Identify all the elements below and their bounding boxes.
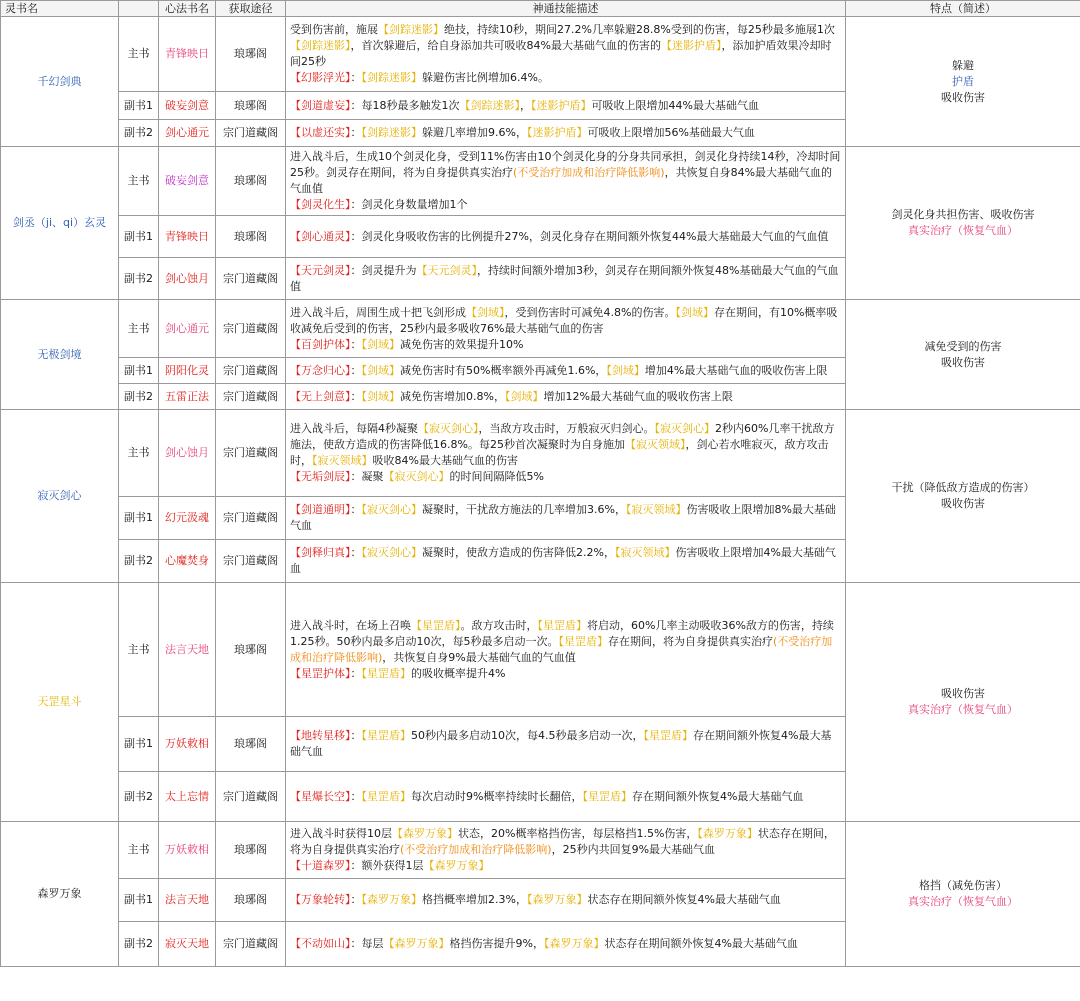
method-name: 五雷正法 xyxy=(159,384,216,410)
desc-text: 进入战斗后，每隔4秒凝聚 xyxy=(290,422,418,435)
desc-text: ： xyxy=(350,893,362,906)
desc-text: ：剑灵化身数量增加1个 xyxy=(350,198,468,211)
desc-text: ：凝聚 xyxy=(350,470,384,483)
desc-text: ，剑心若水唯寂灭，敌方攻击时， xyxy=(290,438,829,467)
desc-text: 将启动，60%几率主动吸收36%敌方的伤害，持续1.25秒。50秒内最多启动10次，每5秒最多启动一次。 xyxy=(290,618,834,648)
desc-text: 状态存在期间额外恢复4%最大基础气血 xyxy=(587,893,781,906)
desc-text: 格挡概率增加2.3%， xyxy=(422,893,527,906)
effect-tag: 【剑踪迷影】 xyxy=(459,98,520,112)
source: 宗门道藏阁 xyxy=(216,410,286,497)
desc-text: ，共恢复自身9%最大基础气血的气血值 xyxy=(382,650,576,664)
desc-text: ： xyxy=(350,389,362,403)
skill-name: 【剑道虚妄】 xyxy=(290,98,351,112)
desc-text: 的吸收概率提升4% xyxy=(411,666,506,680)
skill-description xyxy=(286,120,846,147)
feature-line: 真实治疗（恢复气血） xyxy=(908,895,1018,908)
source: 琅琊阁 xyxy=(216,17,286,92)
book-role: 副书2 xyxy=(119,258,159,300)
effect-tag: 【寂灭剑心】 xyxy=(383,470,450,483)
effect-tag: 【寂灭领域】 xyxy=(625,503,687,516)
skill-description xyxy=(286,717,846,772)
book-role: 主书 xyxy=(119,822,159,879)
desc-text: 格挡伤害提升9%， xyxy=(449,937,544,950)
table-row xyxy=(1,583,1080,717)
book-role: 副书1 xyxy=(119,717,159,772)
skill-description xyxy=(286,540,846,583)
desc-text: ：额外获得1层 xyxy=(350,859,424,872)
desc-text: 躲避伤害比例增加6.4%。 xyxy=(422,71,549,84)
skill-description xyxy=(286,822,846,879)
desc-text: 存在期间额外恢复4%最大基础气血 xyxy=(290,729,832,758)
desc-text: ： xyxy=(350,789,362,803)
desc-text: ：剑灵化身吸收伤害的比例提升27%，剑灵化身存在期间额外恢复44%最大基础最大气血的气血值 xyxy=(350,229,829,243)
header-method-name: 心法书名 xyxy=(159,1,216,17)
desc-text: 进入战斗时，在场上召唤 xyxy=(290,618,411,632)
effect-tag: 【星罡盾】 xyxy=(361,789,411,803)
book-name: 寂灭剑心 xyxy=(1,410,119,583)
feature-summary xyxy=(846,147,1080,300)
effect-tag: 【星罡盾】 xyxy=(643,729,693,742)
book-name: 天罡星斗 xyxy=(1,583,119,822)
method-name: 法言天地 xyxy=(159,879,216,922)
desc-text: ，持续时间额外增加3秒，剑灵存在期间额外恢复48%基础最大气血的气血值 xyxy=(290,263,839,293)
method-name: 剑心通元 xyxy=(159,120,216,147)
effect-tag: 【剑域】 xyxy=(606,363,645,377)
effect-tag: 【寂灭领域】 xyxy=(312,454,373,467)
effect-tag: 【寂灭剑心】 xyxy=(654,422,715,435)
header-row xyxy=(1,1,1080,17)
book-role: 主书 xyxy=(119,410,159,497)
note-text: (不受治疗加成和治疗降低影响) xyxy=(290,634,833,664)
desc-text: ： xyxy=(350,337,362,351)
desc-text: ，添加护盾效果冷却时间25秒 xyxy=(290,39,832,68)
note-text: (不受治疗加成和治疗降低影响) xyxy=(400,843,552,856)
table-row xyxy=(1,410,1080,497)
skill-name: 【无垢剑辰】 xyxy=(290,470,351,483)
book-role: 主书 xyxy=(119,300,159,358)
effect-tag: 【天元剑灵】 xyxy=(416,263,477,277)
book-role: 副书1 xyxy=(119,497,159,540)
effect-tag: 【寂灭剑心】 xyxy=(361,546,422,559)
source: 宗门道藏阁 xyxy=(216,258,286,300)
desc-text: 凝聚时，使敌方造成的伤害降低2.2%， xyxy=(422,546,615,559)
skill-description xyxy=(286,497,846,540)
table-row xyxy=(1,822,1080,879)
source: 宗门道藏阁 xyxy=(216,540,286,583)
desc-text: ：剑灵提升为 xyxy=(350,263,417,277)
desc-text: 状态存在期间，将为自身提供真实治疗 xyxy=(290,827,835,856)
table-row xyxy=(1,300,1080,358)
feature-line: 护盾 xyxy=(952,74,974,88)
feature-line: 剑灵化身共担伤害、吸收伤害 xyxy=(891,208,1035,221)
header-role xyxy=(119,1,159,17)
desc-text: ： xyxy=(350,729,362,742)
source: 琅琊阁 xyxy=(216,216,286,258)
desc-text: 可吸收上限增加56%基础最大气血 xyxy=(587,126,755,139)
skill-description xyxy=(286,258,846,300)
desc-text: 进入战斗后，生成10个剑灵化身，受到11%伤害由10个剑灵化身的分身共同承担，剑灵化身持续14秒，冷却时间25秒。剑灵存在期间，将为自身提供真实治疗 xyxy=(290,150,841,179)
book-role: 副书1 xyxy=(119,92,159,120)
book-role: 副书2 xyxy=(119,540,159,583)
skill-name: 【百剑护体】 xyxy=(290,337,351,351)
desc-text: 2秒内60%几率干扰敌方施法，使敌方造成的伤害降低16.8%。每25秒首次凝聚时为自身施加 xyxy=(290,422,835,451)
book-name: 无极剑境 xyxy=(1,300,119,410)
feature-line: 躲避 xyxy=(952,58,974,72)
method-name: 破妄剑意 xyxy=(159,147,216,216)
effect-tag: 【森罗万象】 xyxy=(697,827,758,840)
method-name: 剑心蚀月 xyxy=(159,258,216,300)
effect-tag: 【森罗万象】 xyxy=(392,827,458,840)
feature-summary xyxy=(846,583,1080,822)
desc-text: ：每18秒最多触发1次 xyxy=(350,98,460,112)
desc-text: ，受到伤害时可减免4.8%的伤害。 xyxy=(504,305,676,319)
feature-line: 吸收伤害 xyxy=(941,687,985,700)
desc-text: ，首次躲避后，给自身添加共可吸收84%最大基础气血的伤害的 xyxy=(350,39,661,52)
skill-name: 【万象轮转】 xyxy=(290,893,351,906)
book-role: 副书2 xyxy=(119,120,159,147)
feature-line: 干扰（降低敌方造成的伤害） xyxy=(891,481,1035,494)
effect-tag: 【星罡盾】 xyxy=(411,618,461,632)
desc-text: 存在期间，将为自身提供真实治疗 xyxy=(607,634,773,648)
source: 宗门道藏阁 xyxy=(216,772,286,822)
source: 宗门道藏阁 xyxy=(216,384,286,410)
book-role: 主书 xyxy=(119,17,159,92)
desc-text: 50秒内最多启动10次，每4.5秒最多启动一次， xyxy=(411,729,644,742)
desc-text: 受到伤害前，施展 xyxy=(290,23,378,36)
desc-text: ： xyxy=(350,503,362,516)
desc-text: 存在期间，有10%概率吸收减免后受到的伤害，25秒内最多吸收76%最大基础气血的伤害 xyxy=(290,305,838,335)
feature-line: 吸收伤害 xyxy=(941,355,985,369)
skill-description xyxy=(286,300,846,358)
effect-tag: 【森罗万象】 xyxy=(383,937,450,950)
method-name: 阴阳化灵 xyxy=(159,358,216,384)
book-role: 副书1 xyxy=(119,216,159,258)
desc-text: ： xyxy=(350,546,362,559)
skill-name: 【幻影浮光】 xyxy=(290,71,351,84)
desc-text: 减免伤害的效果提升10% xyxy=(400,337,524,351)
skill-name: 【星爆长空】 xyxy=(290,789,351,803)
desc-text: ： xyxy=(350,126,362,139)
method-name: 万妖敕相 xyxy=(159,822,216,879)
skill-name: 【剑释归真】 xyxy=(290,546,351,559)
book-role: 主书 xyxy=(119,147,159,216)
desc-text: 存在期间额外恢复4%最大基础气血 xyxy=(631,789,804,803)
desc-text: 的时间间隔降低5% xyxy=(449,470,544,483)
header-skill-desc: 神通技能描述 xyxy=(286,1,846,17)
desc-text: 可吸收上限增加44%最大基础气血 xyxy=(591,98,759,112)
skill-description xyxy=(286,384,846,410)
effect-tag: 【剑域】 xyxy=(504,389,544,403)
effect-tag: 【剑域】 xyxy=(361,389,400,403)
source: 琅琊阁 xyxy=(216,92,286,120)
table-row xyxy=(1,147,1080,216)
source: 琅琊阁 xyxy=(216,583,286,717)
effect-tag: 【剑域】 xyxy=(361,363,400,377)
source: 宗门道藏阁 xyxy=(216,300,286,358)
desc-text: ，共恢复自身84%最大基础气血的气血值 xyxy=(290,166,833,195)
desc-text: ， xyxy=(520,98,531,112)
effect-tag: 【剑踪迷影】 xyxy=(361,126,422,139)
skill-description xyxy=(286,410,846,497)
effect-tag: 【寂灭剑心】 xyxy=(361,503,422,516)
desc-text: 状态，20%概率格挡伤害，每层格挡1.5%伤害， xyxy=(458,827,698,840)
skill-description xyxy=(286,92,846,120)
effect-tag: 【星罡盾】 xyxy=(582,789,632,803)
skill-description xyxy=(286,17,846,92)
desc-text: ： xyxy=(350,363,362,377)
skill-description xyxy=(286,147,846,216)
feature-summary xyxy=(846,822,1080,967)
effect-tag: 【寂灭领域】 xyxy=(624,438,686,451)
skill-name: 【万念归心】 xyxy=(290,363,351,377)
skill-name: 【天元剑灵】 xyxy=(290,263,351,277)
desc-text: 凝聚时，干扰敌方施法的几率增加3.6%， xyxy=(422,503,626,516)
feature-line: 真实治疗（恢复气血） xyxy=(908,703,1018,716)
feature-line: 格挡（减免伤害） xyxy=(919,879,1007,892)
desc-text: 减免伤害时有50%概率额外再减免1.6%， xyxy=(400,363,607,377)
desc-text: 增加4%最大基础气血的吸收伤害上限 xyxy=(644,363,828,377)
effect-tag: 【剑域】 xyxy=(466,305,505,319)
method-name: 青锋映日 xyxy=(159,216,216,258)
source: 宗门道藏阁 xyxy=(216,922,286,967)
effect-tag: 【森罗万象】 xyxy=(423,859,490,872)
skill-description xyxy=(286,772,846,822)
method-name: 心魔焚身 xyxy=(159,540,216,583)
skill-description xyxy=(286,922,846,967)
desc-text: ，当敌方攻击时，万般寂灭归剑心。 xyxy=(478,422,655,435)
skill-description xyxy=(286,879,846,922)
effect-tag: 【星罡盾】 xyxy=(558,634,608,648)
skill-name: 【地转星移】 xyxy=(290,729,351,742)
source: 琅琊阁 xyxy=(216,717,286,772)
table-row xyxy=(1,17,1080,92)
book-role: 副书2 xyxy=(119,922,159,967)
effect-tag: 【剑域】 xyxy=(361,337,400,351)
source: 宗门道藏阁 xyxy=(216,497,286,540)
method-name: 万妖敕相 xyxy=(159,717,216,772)
effect-tag: 【迷影护盾】 xyxy=(526,126,588,139)
desc-text: 伤害吸收上限增加4%最大基础气血 xyxy=(290,546,836,575)
source: 琅琊阁 xyxy=(216,147,286,216)
book-name: 森罗万象 xyxy=(1,822,119,967)
desc-text: 绝技，持续10秒，期间27.2%几率躲避28.8%受到的伤害，每25秒最多施展1次 xyxy=(444,23,835,36)
skill-description xyxy=(286,216,846,258)
effect-tag: 【星罡盾】 xyxy=(537,618,587,632)
method-name: 太上忘情 xyxy=(159,772,216,822)
book-role: 副书1 xyxy=(119,879,159,922)
feature-summary xyxy=(846,300,1080,410)
desc-text: ：每层 xyxy=(350,937,384,950)
desc-text: 躲避几率增加9.6%， xyxy=(422,126,527,139)
effect-tag: 【森罗万象】 xyxy=(361,893,422,906)
desc-text: 。敌方攻击时， xyxy=(460,618,538,632)
desc-text: 减免伤害增加0.8%， xyxy=(400,389,505,403)
feature-summary xyxy=(846,17,1080,147)
feature-line: 吸收伤害 xyxy=(941,90,985,104)
method-name: 破妄剑意 xyxy=(159,92,216,120)
desc-text: 增加12%最大基础气血的吸收伤害上限 xyxy=(543,389,733,403)
book-role: 副书2 xyxy=(119,384,159,410)
note-text: (不受治疗加成和治疗降低影响) xyxy=(513,166,665,179)
book-name: 千幻剑典 xyxy=(1,17,119,147)
effect-tag: 【森罗万象】 xyxy=(526,893,588,906)
method-name: 法言天地 xyxy=(159,583,216,717)
effect-tag: 【剑踪迷影】 xyxy=(361,71,422,84)
method-name: 幻元汲魂 xyxy=(159,497,216,540)
skill-name: 【无上剑意】 xyxy=(290,389,351,403)
skill-name: 【十道森罗】 xyxy=(290,859,351,872)
effect-tag: 【寂灭剑心】 xyxy=(418,422,479,435)
header-book-name: 灵书名 xyxy=(1,1,119,17)
skill-description xyxy=(286,583,846,717)
effect-tag: 【剑踪迷影】 xyxy=(378,23,444,36)
effect-tag: 【星罡盾】 xyxy=(361,729,411,742)
skill-name: 【不动如山】 xyxy=(290,937,351,950)
skill-name: 【星罡护体】 xyxy=(290,666,351,680)
desc-text: 吸收84%最大基础气血的伤害 xyxy=(372,454,518,467)
method-name: 剑心通元 xyxy=(159,300,216,358)
skill-name: 【剑道通明】 xyxy=(290,503,351,516)
book-name: 剑丞（ji、qi）玄灵 xyxy=(1,147,119,300)
effect-tag: 【迷影护盾】 xyxy=(531,98,592,112)
desc-text: 每次启动时9%概率持续时长翻倍， xyxy=(411,789,583,803)
desc-text: ： xyxy=(350,666,362,680)
book-role: 副书1 xyxy=(119,358,159,384)
source: 宗门道藏阁 xyxy=(216,358,286,384)
feature-line: 吸收伤害 xyxy=(941,497,985,510)
source: 宗门道藏阁 xyxy=(216,120,286,147)
effect-tag: 【寂灭领域】 xyxy=(614,546,676,559)
method-name: 剑心蚀月 xyxy=(159,410,216,497)
desc-text: 状态存在期间额外恢复4%最大基础气血 xyxy=(604,937,798,950)
effect-tag: 【剑踪迷影】 xyxy=(290,39,351,52)
book-role: 主书 xyxy=(119,583,159,717)
desc-text: 伤害吸收上限增加8%最大基础气血 xyxy=(290,503,836,532)
desc-text: ，25秒内共回复9%最大基础气血 xyxy=(551,843,716,856)
feature-line: 真实治疗（恢复气血） xyxy=(908,224,1018,237)
desc-text: 进入战斗时获得10层 xyxy=(290,827,392,840)
effect-tag: 【星罡盾】 xyxy=(361,666,411,680)
skill-name: 【剑灵化生】 xyxy=(290,198,351,211)
source: 琅琊阁 xyxy=(216,822,286,879)
effect-tag: 【森罗万象】 xyxy=(543,937,605,950)
feature-line: 减免受到的伤害 xyxy=(924,339,1002,353)
desc-text: 进入战斗后，周围生成十把飞剑形成 xyxy=(290,305,466,319)
skill-description xyxy=(286,358,846,384)
skill-name: 【剑心通灵】 xyxy=(290,229,351,243)
method-name: 青锋映日 xyxy=(159,17,216,92)
header-source: 获取途径 xyxy=(216,1,286,17)
method-name: 寂灭天地 xyxy=(159,922,216,967)
book-role: 副书2 xyxy=(119,772,159,822)
feature-summary xyxy=(846,410,1080,583)
effect-tag: 【迷影护盾】 xyxy=(660,39,722,52)
source: 琅琊阁 xyxy=(216,879,286,922)
effect-tag: 【剑域】 xyxy=(675,305,714,319)
desc-text: ： xyxy=(350,71,362,84)
header-feature: 特点（简述） xyxy=(846,1,1080,17)
skill-name: 【以虚还实】 xyxy=(290,126,351,139)
